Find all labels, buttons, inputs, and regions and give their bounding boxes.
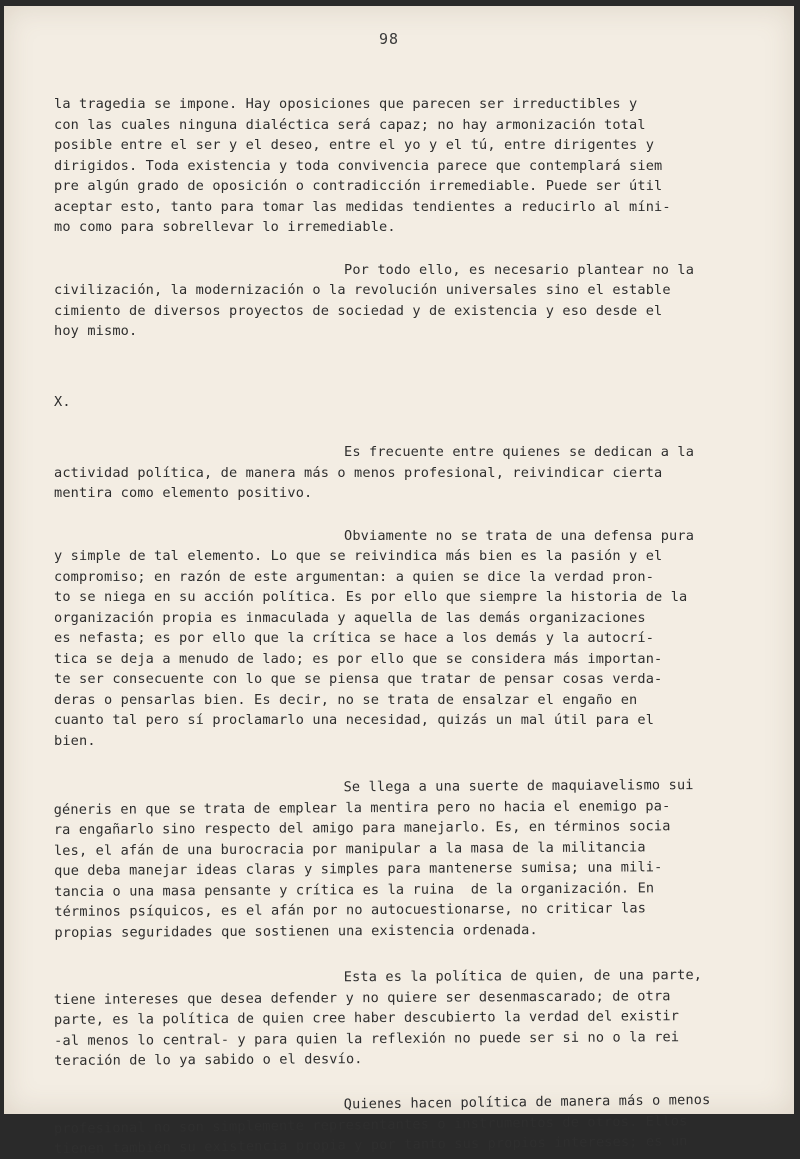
text-line: Quienes hacen política de manera más o menos <box>343 1091 711 1112</box>
text-line: tienen también su existencia propia y por tanto sus propios intereses; es un <box>54 1132 688 1157</box>
paragraph-3 <box>54 442 754 504</box>
paragraph-2 <box>54 260 754 342</box>
text-line: te ser consecuente con lo que se piensa que tratar de pensar cosas verda- <box>54 671 663 687</box>
text-line: actividad política, de manera más o menos profesional, reivindicar cierta <box>54 464 663 481</box>
text-line: profesional no son simplemente representantes o instrumentos de otros. Ellos <box>53 1112 688 1136</box>
text-line: hoy mismo. <box>54 323 138 339</box>
text-line: es nefasta; es por ello que la crítica se hace a los demás y la autocrí- <box>54 630 655 646</box>
document-page <box>4 6 794 1157</box>
text-line: Obviamente no se trata de una defensa pura <box>344 527 695 544</box>
text-line: mo como para sobrellevar lo irremediable. <box>54 219 396 235</box>
paragraph-1 <box>54 94 754 238</box>
text-line: les, el afán de una burocracia por manipular a la masa de la militancia <box>53 838 646 859</box>
text-line: términos psíquicos, es el afán por no autocuestionarse, no criticar las <box>54 900 647 920</box>
paragraph-4 <box>54 526 754 752</box>
paragraph-7 <box>54 1089 755 1159</box>
text-line: y simple de tal elemento. Lo que se reivindica más bien es la pasión y el <box>54 548 663 564</box>
text-line: dirigidos. Toda existencia y toda convivencia parece que contemplará siem <box>54 157 663 174</box>
paragraph-5 <box>53 775 754 943</box>
text-line: Esta es la política de quien, de una parte, <box>343 967 703 986</box>
text-line: compromiso; en razón de este argumentan: a quien se dice la verdad pron- <box>54 568 655 585</box>
section-heading <box>54 392 754 413</box>
text-line: Por todo ello, es necesario plantear no la <box>344 261 695 278</box>
page-number: 98 <box>378 30 400 48</box>
text-line: ra engañarlo sino respecto del amigo para manejarlo. Es, en términos socia <box>53 818 671 839</box>
text-line: tiene intereses que desea defender y no quiere ser desenmascarado; de otra <box>53 987 671 1008</box>
text-line: to se niega en su acción política. Es por ello que siempre la historia de la <box>54 589 688 605</box>
text-line: organización propia es inmaculada y aquella de las demás organizaciones <box>54 609 646 626</box>
text-line: parte, es la política de quien cree haber descubierto la verdad del existir <box>53 1008 680 1028</box>
text-line: la tragedia se impone. Hay oposiciones que parecen ser irreductibles y <box>54 96 638 112</box>
text-line: Es frecuente entre quienes se dedican a la <box>344 444 695 460</box>
text-line: -al menos lo central- y para quien la reflexión no puede ser si no o la rei <box>54 1028 680 1049</box>
text-line: teración de lo ya sabido o el desvío. <box>54 1051 363 1069</box>
section-marker: X. <box>54 393 71 410</box>
text-line: con las cuales ninguna dialéctica será capaz; no hay armonización total <box>54 116 646 133</box>
text-line: bien. <box>54 732 96 749</box>
paragraph-6 <box>54 965 755 1072</box>
text-line: aceptar esto, tanto para tomar las medidas tendientes a reducirlo al míni- <box>54 198 671 215</box>
text-line: posible entre el ser y el deseo, entre el yo y el tú, entre dirigentes y <box>54 137 655 153</box>
text-line: propias seguridades que sostienen una existencia ordenada. <box>54 921 538 941</box>
text-line: géneris en que se trata de emplear la mentira pero no hacia el enemigo pa- <box>53 797 671 818</box>
text-line: pre algún grado de oposición o contradicción irremediable. Puede ser útil <box>54 178 663 194</box>
text-line: Se llega a una suerte de maquiavelismo sui <box>343 777 694 796</box>
text-line: cuanto tal pero sí proclamarlo una necesidad, quizás un mal útil para el <box>54 712 655 728</box>
text-line: mentira como elemento positivo. <box>54 485 313 501</box>
text-line: civilización, la modernización o la revolución universales sino el estable <box>54 282 671 298</box>
text-line: tica se deja a menudo de lado; es por ello que se considera más importan- <box>54 650 663 667</box>
text-line: cimiento de diversos proyectos de sociedad y de existencia y eso desde el <box>54 302 663 319</box>
text-line: deras o pensarlas bien. Es decir, no se trata de ensalzar el engaño en <box>54 691 638 708</box>
text-line: tancia o una masa pensante y crítica es la ruina de la organización. En <box>54 879 655 900</box>
page-body <box>54 94 754 1159</box>
text-line: que deba manejar ideas claras y simples para mantenerse sumisa; una mili- <box>54 859 663 879</box>
